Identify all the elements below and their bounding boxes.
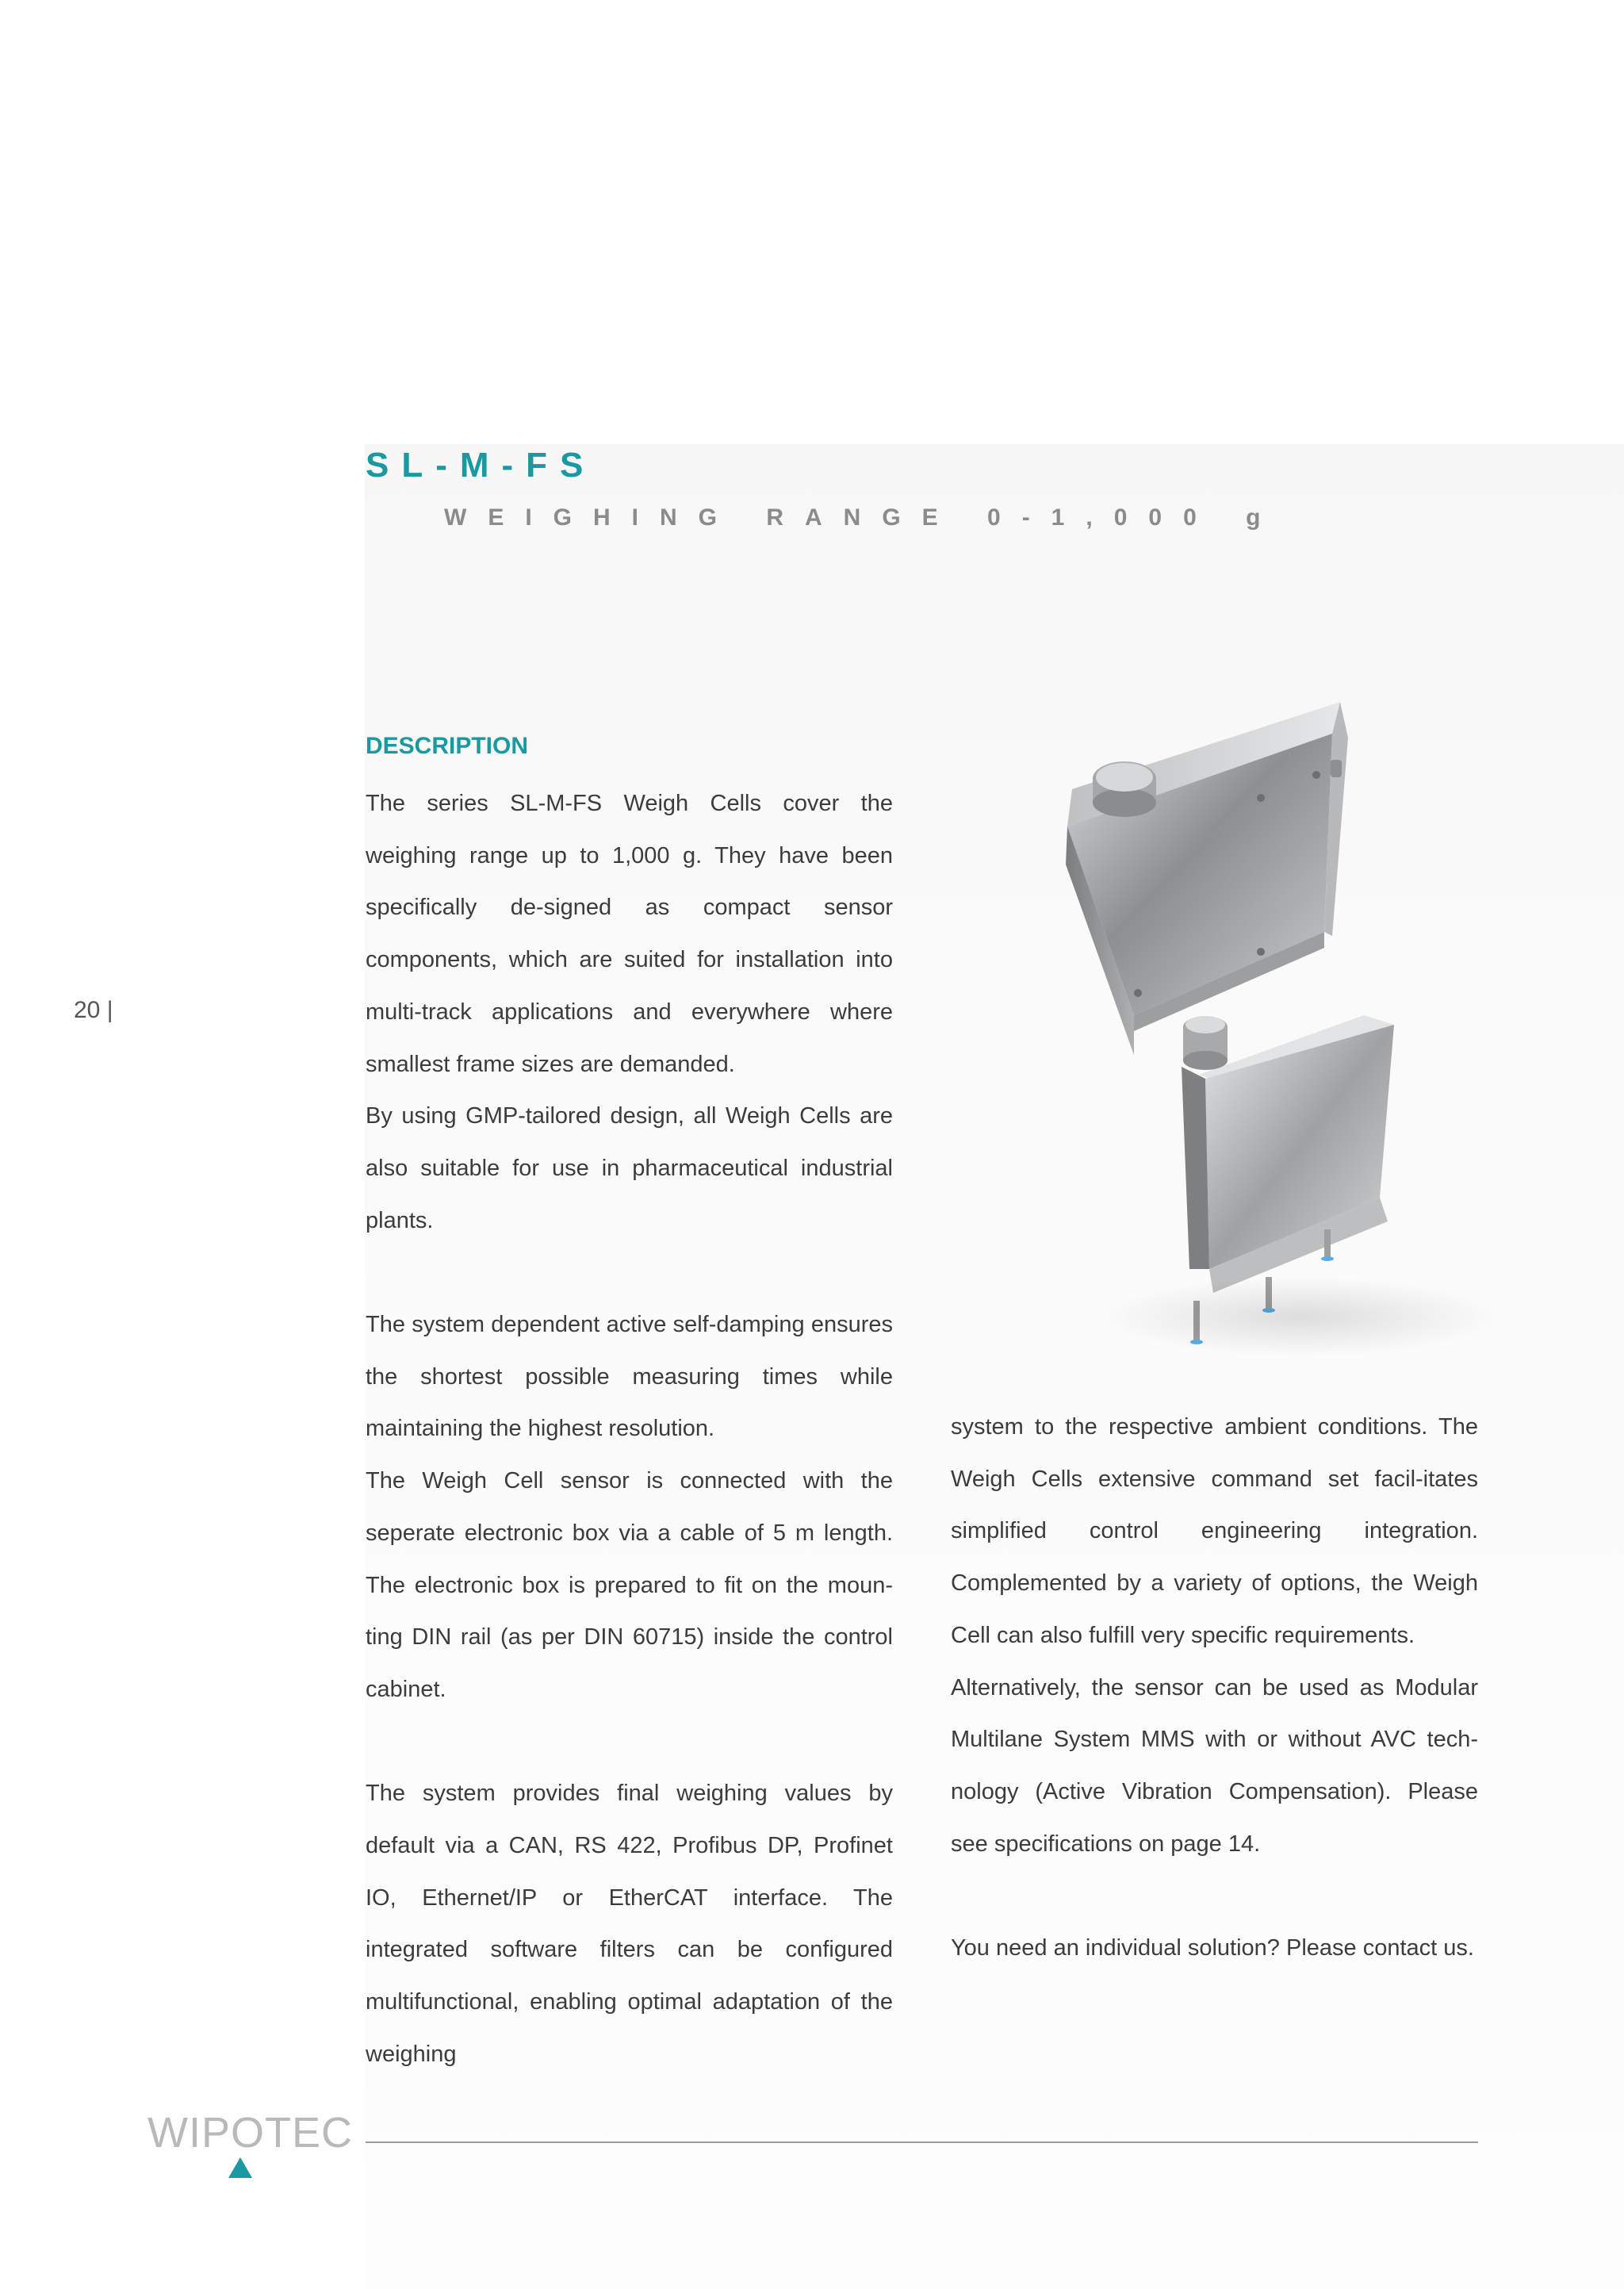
weighing-range-subtitle: WEIGHING RANGE 0-1,000 g	[444, 504, 1282, 531]
description-column-right	[951, 1401, 1478, 1975]
paragraph: The Weigh Cell sensor is connected with the seperate electronic box via a cable of 5 m length. The electronic box is prepared to fit on the moun-ting DIN rail (as per DIN 60715) inside the control cabinet.	[366, 1468, 893, 1702]
logo-triangle-icon	[228, 2157, 252, 2178]
paragraph: The system provides final weighing values by default via a CAN, RS 422, Profibus DP, Profinet IO, Ethernet/IP or EtherCAT interface. The integrated software filters can be configured multifunctional, enabling optimal adaptation of the weighing	[366, 1781, 893, 2067]
paragraph: system to the respective ambient conditions. The Weigh Cells extensive command set facil-itates simplified control engineering integration. Complemented by a variety of options, the Weigh Cell can also fulfill very specific requirements.	[951, 1414, 1478, 1648]
description-column-left	[366, 778, 893, 2081]
description-heading: DESCRIPTION	[366, 733, 529, 759]
footer-divider	[366, 2141, 1478, 2143]
paragraph: By using GMP-tailored design, all Weigh Cells are also suitable for use in pharmaceutical industrial plants.	[366, 1103, 893, 1233]
logo-text: WIPOTEC	[147, 2109, 353, 2157]
paragraph: Alternatively, the sensor can be used as Modular Multilane System MMS with or without AVC tech-nology (Active Vibration Compensation). Please see specifications on page 14.	[951, 1674, 1478, 1857]
weigh-cell-product-image	[1063, 682, 1594, 1380]
wipotec-logo	[147, 2108, 353, 2180]
paragraph: The system dependent active self-damping ensures the shortest possible measuring times while maintaining the highest resolution.	[366, 1312, 893, 1442]
paragraph: The series SL-M-FS Weigh Cells cover the weighing range up to 1,000 g. They have been specifically de-signed as compact sensor components, which are suited for installation into multi-track applications and everywhere where smallest frame sizes are demanded.	[366, 791, 893, 1077]
page-number: 20 |	[74, 997, 113, 1023]
product-title: SL-M-FS	[366, 446, 596, 485]
paragraph: You need an individual solution? Please contact us.	[951, 1935, 1474, 1961]
